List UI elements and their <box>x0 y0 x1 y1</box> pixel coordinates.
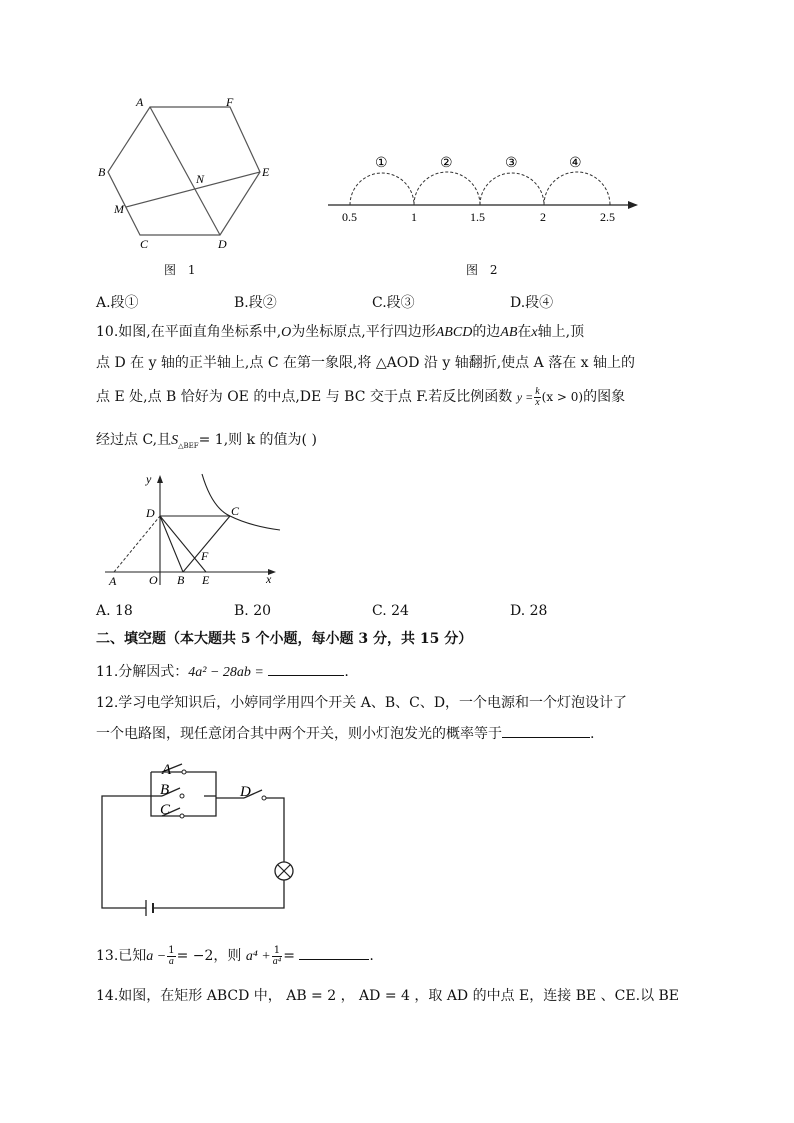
arc-4 <box>544 172 610 205</box>
segment-ME <box>126 172 260 207</box>
label-A: A <box>136 95 144 109</box>
arc-label-3: ③ <box>505 156 518 171</box>
q11-answer-blank[interactable] <box>268 661 344 676</box>
arc-1 <box>350 173 414 205</box>
arc-label-1: ① <box>375 156 388 171</box>
label-C: C <box>231 504 240 518</box>
segment-AD-dashed <box>114 516 160 572</box>
arc-3 <box>480 173 544 205</box>
q9-option-d[interactable]: D.段④ <box>510 295 554 311</box>
q9-option-c[interactable]: C.段③ <box>372 295 415 311</box>
hexagon-shape <box>108 107 260 235</box>
label-O: O <box>149 573 158 587</box>
arrow-right-icon <box>628 201 638 209</box>
tick-label-1-5: 1.5 <box>470 210 485 224</box>
q12-circuit-diagram <box>96 758 296 918</box>
y-axis-arrow-icon <box>157 475 163 483</box>
label-x: x <box>266 572 272 586</box>
q13-answer-blank[interactable] <box>299 945 369 960</box>
q13-line: 13.已知a − $\frac{1}{a}$ = −2，则 a⁴ + $\frac{1}{\text{a⁴}}$ = . <box>96 944 374 967</box>
switch-a-contact <box>182 770 186 774</box>
tick-label-0-5: 0.5 <box>342 210 357 224</box>
hyperbola-curve <box>202 474 280 530</box>
label-F: F <box>226 95 234 109</box>
segment-DE <box>160 516 206 572</box>
q10-coordinate-graph <box>100 470 290 590</box>
circuit-wire-left <box>102 796 151 908</box>
label-D: D <box>146 506 155 520</box>
circuit-wire-right <box>266 798 284 862</box>
figure-2-caption: 图 2 <box>466 263 502 277</box>
segment-AD <box>150 107 220 235</box>
label-B: B <box>177 573 185 587</box>
label-N: N <box>196 172 205 186</box>
label-D: D <box>218 237 227 251</box>
q12-line-2: 一个电路图，现任意闭合其中两个开关，则小灯泡发光的概率等于 . <box>96 723 716 745</box>
label-B: B <box>98 165 106 179</box>
q9-option-b[interactable]: B.段② <box>234 295 277 311</box>
segment-DB <box>160 516 183 572</box>
switch-label-D: D <box>240 784 251 800</box>
q12-line-1: 12.学习电学知识后，小婷同学用四个开关 A、B、C、D，一个电源和一个灯泡设计了 <box>96 695 628 711</box>
label-A: A <box>109 574 117 588</box>
arc-label-2: ② <box>440 156 453 171</box>
tick-label-1: 1 <box>411 210 417 224</box>
switch-label-B: B <box>160 782 170 798</box>
label-C: C <box>140 237 149 251</box>
q10-line-1: 10.如图,在平面直角坐标系中,O为坐标原点,平行四边形ABCD的边AB在x轴上,顶 <box>96 324 585 340</box>
tick-label-2-5: 2.5 <box>600 210 615 224</box>
figure-1-caption: 图 1 <box>164 263 200 277</box>
q9-option-a[interactable]: A.段① <box>96 295 139 311</box>
label-y: y <box>146 472 152 486</box>
q10-line-4: 经过点 C,且$S_{\triangle BEF}= 1$,则 k 的值为( ) <box>96 432 317 450</box>
label-E: E <box>202 573 210 587</box>
q10-line-3: 点 E 处,点 B 恰好为 OE 的中点,DE 与 BC 交于点 F.若反比例函数 y = $\frac{k}{x}$ (x > 0)的图象 <box>96 385 626 408</box>
segment-BC <box>183 516 230 572</box>
section-2-title: 二、填空题（本大题共 5 个小题，每小题 3 分，共 15 分） <box>96 631 473 647</box>
q10-option-b[interactable]: B. 20 <box>234 603 272 619</box>
q10-line-2: 点 D 在 y 轴的正半轴上,点 C 在第一象限,将 △AOD 沿 y 轴翻折,使点 A 落在 x 轴上的 <box>96 355 635 371</box>
switch-d-contact <box>262 796 266 800</box>
figure-1-hexagon <box>90 92 290 282</box>
q14-line-1: 14.如图，在矩形 ABCD 中， AB = 2 ， AD = 4 ，取 AD 的中点 E，连接 BE 、CE.以 BE <box>96 988 680 1004</box>
q12-answer-blank[interactable] <box>502 723 590 738</box>
label-F: F <box>201 549 209 563</box>
switch-label-C: C <box>160 802 171 818</box>
switch-b-contact <box>180 794 184 798</box>
figure-2-number-line <box>320 145 650 225</box>
arc-2 <box>414 172 480 205</box>
arc-label-4: ④ <box>569 156 582 171</box>
switch-label-A: A <box>162 762 172 778</box>
q10-option-a[interactable]: A. 18 <box>96 603 133 619</box>
label-E: E <box>262 165 270 179</box>
q11-line: 11.分解因式：4a² − 28ab = . <box>96 661 716 684</box>
q10-option-d[interactable]: D. 28 <box>510 603 548 619</box>
label-M: M <box>114 202 124 216</box>
q10-option-c[interactable]: C. 24 <box>372 603 409 619</box>
tick-label-2: 2 <box>540 210 546 224</box>
circuit-wire-bottom-right <box>153 880 284 908</box>
switch-c-contact <box>180 814 184 818</box>
